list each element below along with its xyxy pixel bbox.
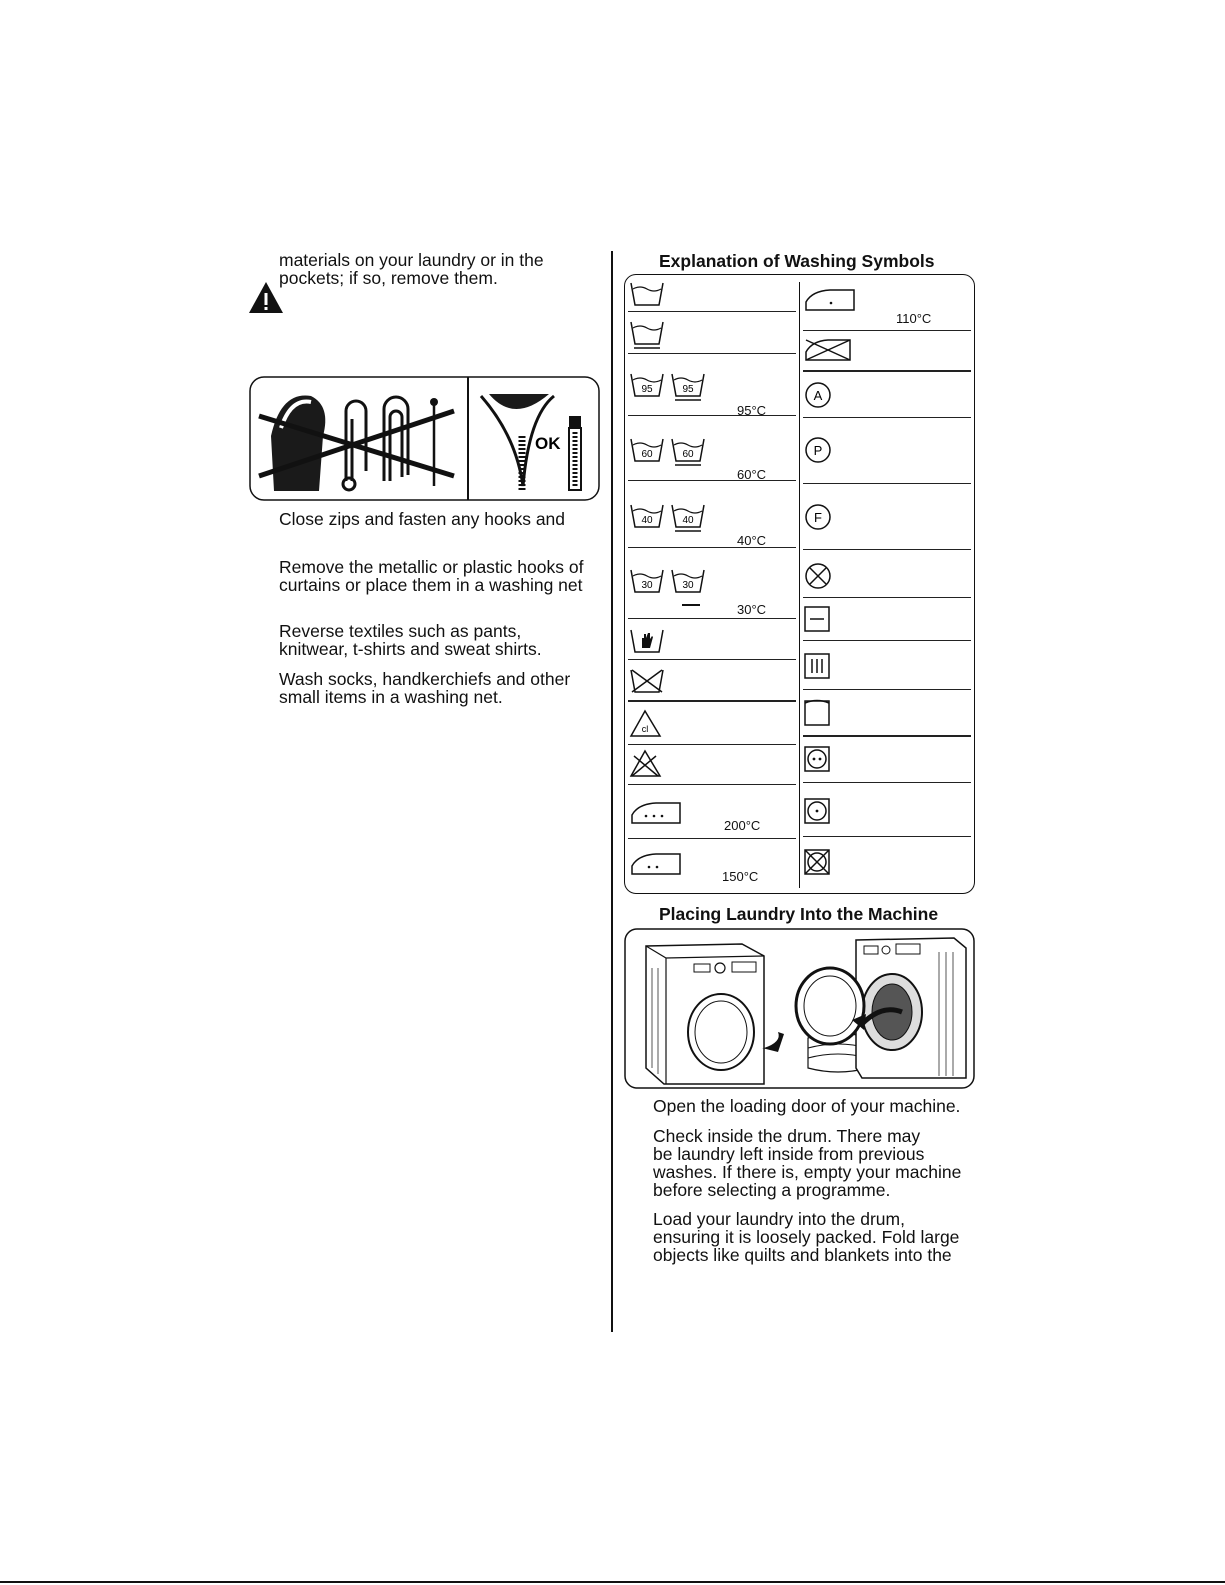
warning-icon [248, 281, 284, 314]
wash-30-icon [630, 568, 710, 598]
dry-clean-f-icon [804, 503, 832, 531]
tumble-dry-normal-icon [804, 746, 830, 772]
temp-label: 150°C [722, 869, 759, 884]
wash-temp-number: 60 [682, 449, 694, 460]
iron-low-icon [804, 288, 856, 312]
dry-clean-p-icon [804, 436, 832, 464]
temp-label: 60°C [737, 467, 767, 482]
para-socks-line-2: small items in a washing net. [279, 687, 503, 707]
tumble-dry-low-icon [804, 798, 830, 824]
para-check-line: be laundry left inside from previous [653, 1144, 925, 1164]
do-not-bleach-icon [630, 750, 662, 778]
iron-high-icon [630, 801, 682, 825]
iron-medium-icon [630, 852, 682, 876]
wash-tub-icon [630, 281, 664, 307]
wash-temp-number: 60 [641, 449, 653, 460]
temp-label: 40°C [737, 533, 767, 548]
svg-text:cl: cl [641, 724, 649, 734]
temp-label: 200°C [724, 818, 761, 833]
para-check-line: washes. If there is, empty your machine [653, 1162, 962, 1182]
para-hooks-line-2: curtains or place them in a washing net [279, 575, 583, 595]
temp-label: 30°C [737, 602, 767, 617]
para-hooks-line-1: Remove the metallic or plastic hooks of [279, 557, 584, 577]
para-open-door: Open the loading door of your machine. [653, 1096, 961, 1116]
dry-flat-icon [804, 606, 830, 632]
gentle-bar [682, 604, 700, 606]
column-divider [611, 251, 613, 1332]
para-reverse-line-2: knitwear, t-shirts and sweat shirts. [279, 639, 542, 659]
wash-temp-number: 30 [682, 580, 694, 591]
do-not-wash-icon [630, 668, 664, 694]
intro-text-line-1: materials on your laundry or in the [279, 250, 544, 270]
bleach-allowed-icon [630, 710, 662, 738]
do-not-iron-icon [804, 338, 852, 362]
washing-machine-illustration [624, 928, 975, 1090]
intro-text-line-2: pockets; if so, remove them. [279, 268, 498, 288]
dry-clean-letter: P [813, 443, 823, 458]
para-reverse-line-1: Reverse textiles such as pants, [279, 621, 522, 641]
para-load-line: ensuring it is loosely packed. Fold large [653, 1227, 960, 1247]
para-load-line: objects like quilts and blankets into the [653, 1245, 952, 1265]
ok-label: OK [535, 434, 561, 453]
do-not-dry-clean-icon [804, 562, 832, 590]
hand-wash-icon [630, 628, 664, 654]
symbols-title: Explanation of Washing Symbols [659, 251, 935, 271]
dry-clean-letter: A [813, 388, 823, 403]
para-zips: Close zips and fasten any hooks and [279, 509, 566, 529]
dry-clean-a-icon [804, 381, 832, 409]
wash-gentle-icon [630, 320, 664, 350]
placing-title: Placing Laundry Into the Machine [659, 904, 939, 924]
para-socks-line-1: Wash socks, handkerchiefs and other [279, 669, 571, 689]
page-bottom-rule [0, 1581, 1225, 1583]
para-check-line: before selecting a programme. [653, 1180, 891, 1200]
drip-dry-icon [804, 653, 830, 679]
para-load-line: Load your laundry into the drum, [653, 1209, 905, 1229]
wash-60-icon [630, 437, 710, 467]
symbols-table-divider [799, 282, 800, 888]
para-check-line: Check inside the drum. There may [653, 1126, 921, 1146]
do-not-tumble-dry-icon [804, 849, 830, 875]
wash-temp-number: 40 [682, 515, 694, 526]
dry-clean-letter: F [814, 510, 822, 525]
wash-temp-number: 95 [641, 384, 653, 395]
temp-label: 95°C [737, 403, 767, 418]
line-dry-icon [804, 698, 830, 726]
temp-label: 110°C [896, 311, 932, 326]
wash-temp-number: 40 [641, 515, 653, 526]
wash-temp-number: 95 [682, 384, 694, 395]
wash-95-icon [630, 372, 710, 402]
wash-40-icon [630, 503, 710, 533]
pins-and-zips-illustration [249, 376, 600, 501]
wash-temp-number: 30 [641, 580, 653, 591]
